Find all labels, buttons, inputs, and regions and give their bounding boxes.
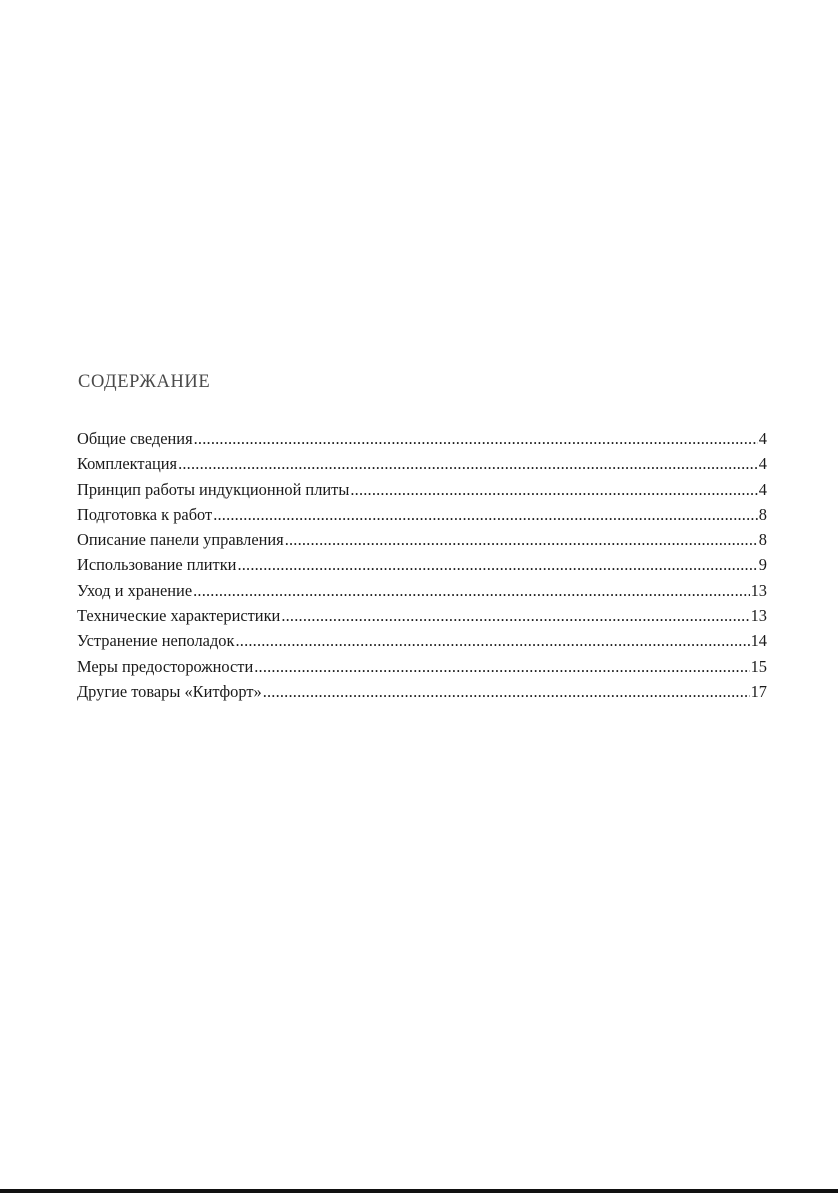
toc-entry-page: 8 <box>758 504 767 524</box>
toc-entry <box>77 603 767 628</box>
toc-entry-page: 9 <box>758 555 767 575</box>
toc-dot-leader <box>281 603 749 628</box>
toc-entry <box>77 477 767 502</box>
toc-entry-title: Подготовка к работ <box>77 504 213 524</box>
toc-dot-leader <box>193 578 750 603</box>
toc-entry <box>77 552 767 577</box>
toc-entry <box>77 502 767 527</box>
toc-entry <box>77 451 767 476</box>
toc-entry <box>77 527 767 552</box>
toc-dot-leader <box>235 628 749 653</box>
toc-entry <box>77 679 767 704</box>
toc-entry-page: 4 <box>758 454 767 474</box>
toc-entry-page: 17 <box>750 681 767 701</box>
toc-entry-title: Комплектация <box>77 454 178 474</box>
bottom-border <box>0 1189 838 1193</box>
toc-dot-leader <box>237 552 757 577</box>
toc-entry-page: 14 <box>750 631 767 651</box>
toc-entry-page: 15 <box>750 656 767 676</box>
toc-entry <box>77 426 767 451</box>
toc-entry-title: Принцип работы индукционной плиты <box>77 479 350 499</box>
toc-dot-leader <box>263 679 750 704</box>
toc-entry <box>77 654 767 679</box>
toc-entry-page: 8 <box>758 530 767 550</box>
table-of-contents <box>77 426 767 704</box>
toc-entry-page: 13 <box>750 606 767 626</box>
toc-entry-title: Уход и хранение <box>77 580 193 600</box>
toc-dot-leader <box>350 477 757 502</box>
toc-entry <box>77 628 767 653</box>
toc-entry-title: Устранение неполадок <box>77 631 235 651</box>
toc-entry-title: Описание панели управления <box>77 530 284 550</box>
toc-dot-leader <box>254 654 749 679</box>
toc-dot-leader <box>213 502 758 527</box>
toc-entry-title: Технические характеристики <box>77 606 281 626</box>
toc-entry-title: Меры предосторожности <box>77 656 254 676</box>
toc-dot-leader <box>285 527 758 552</box>
toc-dot-leader <box>194 426 758 451</box>
toc-entry-title: Общие сведения <box>77 429 193 448</box>
toc-entry-title: Использование плитки <box>77 555 237 575</box>
toc-dot-leader <box>178 451 758 476</box>
toc-entry-title: Другие товары «Китфорт» <box>77 681 262 701</box>
toc-entry-page: 4 <box>758 429 767 448</box>
toc-entry-page: 13 <box>750 580 767 600</box>
toc-heading: СОДЕРЖАНИЕ <box>78 372 211 392</box>
toc-entry-page: 4 <box>758 479 767 499</box>
toc-entry <box>77 578 767 603</box>
